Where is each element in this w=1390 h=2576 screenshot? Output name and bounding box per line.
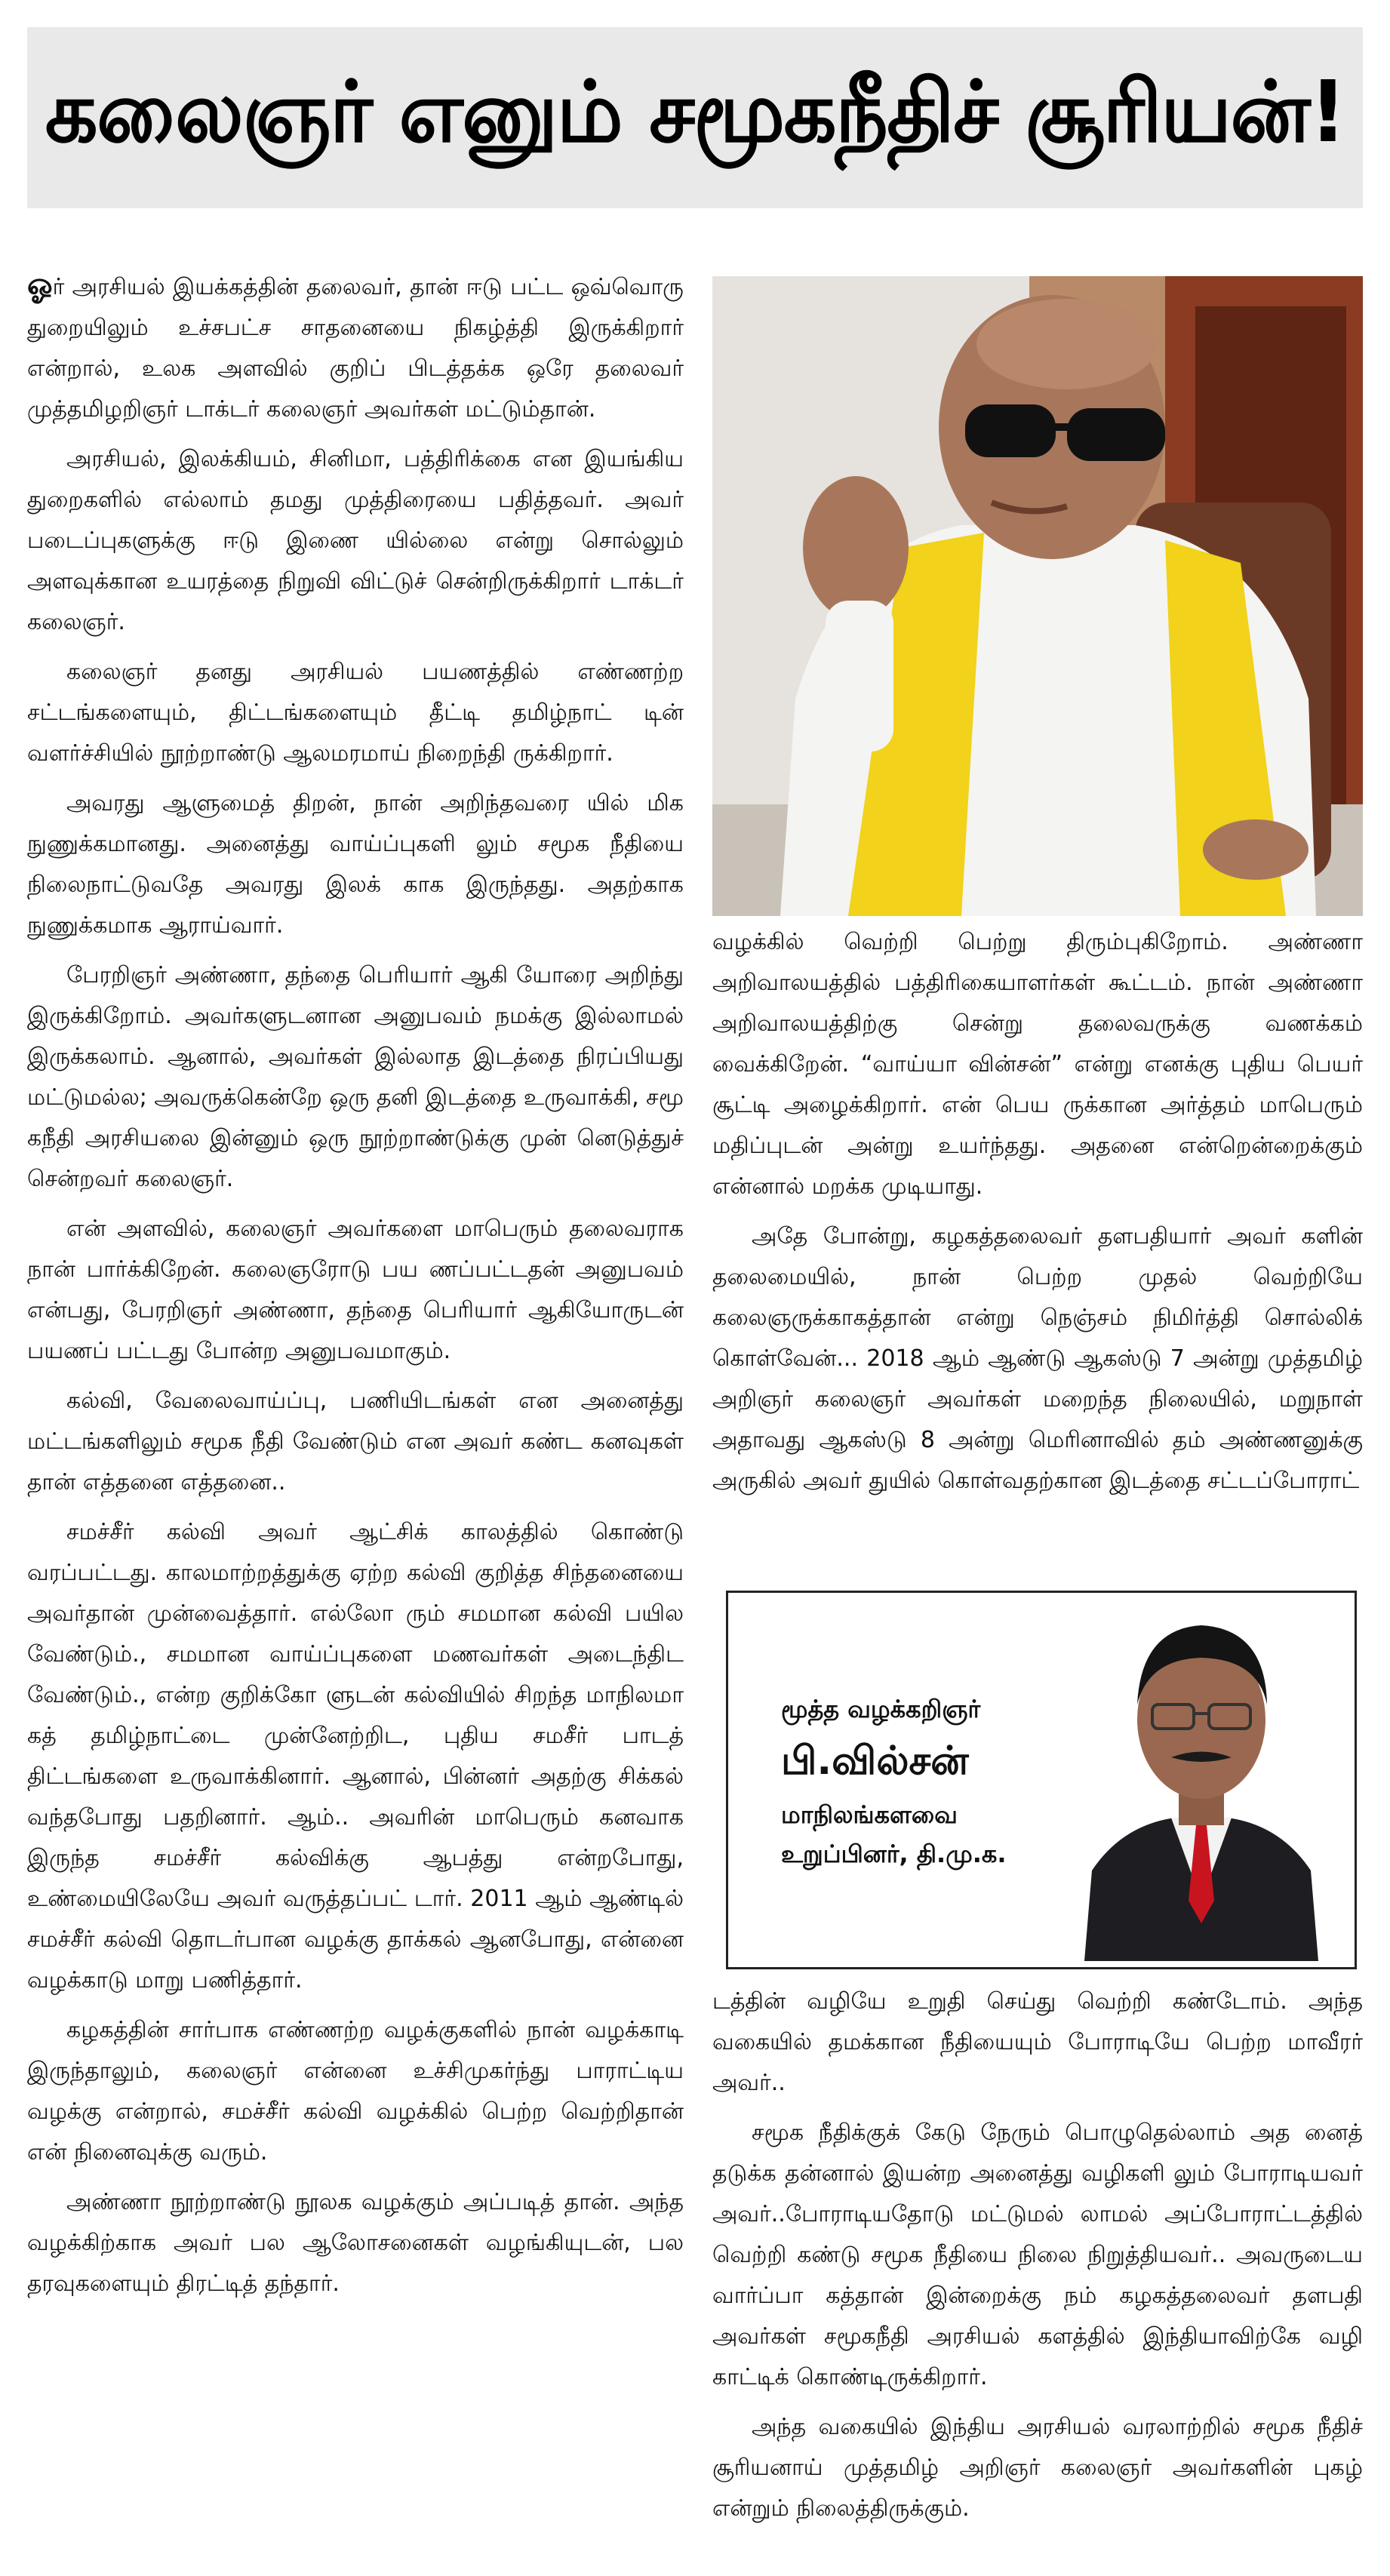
article-paragraph: அரசியல், இலக்கியம், சினிமா, பத்திரிக்கை என இயங்கிய துறைகளில் எல்லாம் தமது முத்திரையை பதித்தவர். அவர் படைப்புகளுக்கு ஈடு இணை யில்லை என்று சொல்லும் அளவுக்கான உயரத்தை நிறுவி விட்டுச் சென்றிருக்கிறார் டாக்டர் கலைஞர். [27, 446, 684, 635]
article-paragraph: பேரறிஞர் அண்ணா, தந்தை பெரியார் ஆகி யோரை அறிந்து இருக்கிறோம். அவர்களுடனான அனுபவம் நமக்கு இல்லாமல் இருக்கலாம். ஆனால், அவர்கள் இல்லாத இடத்தை நிரப்பியது மட்டுமல்ல; அவருக்கென்றே ஒரு தனி இடத்தை உருவாக்கி, சமூ கநீதி அரசியலை இன்னும் ஒரு நூற்றாண்டுக்கு முன் னெடுத்துச் சென்றவர் கலைஞர். [27, 962, 684, 1192]
article-paragraph: என் அளவில், கலைஞர் அவர்களை மாபெரும் தலைவராக நான் பார்க்கிறேன். கலைஞரோடு பய ணப்பட்டதன் அனுபவம் என்பது, பேரறிஞர் அண்ணா, தந்தை பெரியார் ஆகியோருடன் பயணப் பட்டது போன்ற அனுபவமாகும். [27, 1216, 684, 1364]
author-title: மூத்த வழக்கறிஞர் [781, 1695, 981, 1723]
author-portrait-illustration [1077, 1599, 1326, 1961]
article-paragraph: சமூக நீதிக்குக் கேடு நேரும் பொழுதெல்லாம் அத னைத் தடுக்க தன்னால் இயன்ற அனைத்து வழிகளி லும் போராடியவர் அவர்..போராடியதோடு மட்டுமல் லாமல் அப்போராட்டத்தில் வெற்றி கண்டு சமூக நீதியை நிலை நிறுத்தியவர்.. அவருடைய வார்ப்பா கத்தான் இன்றைக்கு நம் கழகத்தலைவர் தளபதி அவர்கள் சமூகநீதி அரசியல் களத்தில் இந்தியாவிற்கே வழி காட்டிக் கொண்டிருக்கிறார். [712, 2120, 1363, 2390]
article-paragraph: வழக்கில் வெற்றி பெற்று திரும்புகிறோம். அண்ணா அறிவாலயத்தில் பத்திரிகையாளர்கள் கூட்டம். நான் அண்ணா அறிவாலயத்திற்கு சென்று தலைவருக்கு வணக்கம் வைக்கிறேன். “வாய்யா வின்சன்” என்று எனக்கு புதிய பெயர் சூட்டி அழைக்கிறார். என் பெய ருக்கான அர்த்தம் மாபெரும் மதிப்புடன் அன்று உயர்ந்தது. அதனை என்றென்றைக்கும் என்னால் மறக்க முடியாது. [712, 929, 1363, 1200]
article-paragraph: கழகத்தின் சார்பாக எண்ணற்ற வழக்குகளில் நான் வழக்காடி இருந்தாலும், கலைஞர் என்னை உச்சிமுகர்ந்து பாராட்டிய வழக்கு என்றால், சமச்சீர் கல்வி வழக்கில் பெற்ற வெற்றிதான் என் நினைவுக்கு வரும். [27, 2017, 684, 2166]
article-paragraph: சமச்சீர் கல்வி அவர் ஆட்சிக் காலத்தில் கொண்டு வரப்பட்டது. காலமாற்றத்துக்கு ஏற்ற கல்வி குறித்த சிந்தனையை அவர்தான் முன்வைத்தார். எல்லோ ரும் சமமான கல்வி பயில வேண்டும்., சமமான வாய்ப்புகளை மணவர்கள் அடைந்திட வேண்டும்., என்ற குறிக்கோ ளுடன் கல்வியில் சிறந்த மாநிலமா கத் தமிழ்நாட்டை முன்னேற்றிட, புதிய சமசீர் பாடத் திட்டங்களை உருவாக்கினார். ஆனால், பின்னர் அதற்கு சிக்கல் வந்தபோது பதறினார். ஆம்.. அவரின் மாபெரும் கனவாக இருந்த சமச்சீர் கல்விக்கு ஆபத்து என்றபோது, உண்மையிலேயே அவர் வருத்தப்பட் டார். 2011 ஆம் ஆண்டில் சமச்சீர் கல்வி தொடர்பான வழக்கு தாக்கல் ஆனபோது, என்னை வழக்காடு மாறு பணித்தார். [27, 1519, 684, 1993]
article-paragraph: அதே போன்று, கழகத்தலைவர் தளபதியார் அவர் களின் தலைமையில், நான் பெற்ற முதல் வெற்றியே கலைஞருக்காகத்தான் என்று நெஞ்சம் நிமிர்த்தி சொல்லிக் கொள்வேன்... 2018 ஆம் ஆண்டு ஆகஸ்டு 7 அன்று முத்தமிழ் அறிஞர் கலைஞர் அவர்கள் மறைந்த நிலையில், மறுநாள் அதாவது ஆகஸ்டு 8 அன்று மெரினாவில் தம் அண்ணனுக்கு அருகில் அவர் துயில் கொள்வதற்கான இடத்தை சட்டப்போராட் [712, 1223, 1363, 1494]
article-right-column-top [712, 922, 1363, 1511]
author-photo [1077, 1599, 1326, 1961]
drop-cap: ஓ [27, 267, 53, 302]
article-paragraph: கல்வி, வேலைவாய்ப்பு, பணியிடங்கள் என அனைத்து மட்டங்களிலும் சமூக நீதி வேண்டும் என அவர் கண்ட கனவுகள் தான் எத்தனை எத்தனை.. [27, 1388, 684, 1495]
author-byline-box [726, 1591, 1357, 1969]
author-name: பி.வில்சன் [781, 1738, 969, 1784]
headline-banner [27, 27, 1363, 208]
leader-portrait-illustration [712, 276, 1363, 916]
article-right-column-bottom [712, 1981, 1363, 2538]
article-left-column [27, 264, 684, 2313]
article-paragraph: அவரது ஆளுமைத் திறன், நான் அறிந்தவரை யில் மிக நுணுக்கமானது. அனைத்து வாய்ப்புகளி லும் சமூக நீதியை நிலைநாட்டுவதே அவரது இலக் காக இருந்தது. அதற்காக நுணுக்கமாக ஆராய்வார். [27, 790, 684, 939]
author-role-line1: மாநிலங்களவை [781, 1800, 958, 1829]
article-paragraph: டத்தின் வழியே உறுதி செய்து வெற்றி கண்டோம். அந்த வகையில் தமக்கான நீதியையும் போராடியே பெற்ற மாவீரர் அவர்.. [712, 1988, 1363, 2096]
article-paragraph: அண்ணா நூற்றாண்டு நூலக வழக்கும் அப்படித் தான். அந்த வழக்கிற்காக அவர் பல ஆலோசனைகள் வழங்கியுடன், பல தரவுகளையும் திரட்டித் தந்தார். [27, 2189, 684, 2297]
article-paragraph: அந்த வகையில் இந்திய அரசியல் வரலாற்றில் சமூக நீதிச் சூரியனாய் முத்தமிழ் அறிஞர் கலைஞர் அவர்களின் புகழ் என்றும் நிலைத்திருக்கும். [712, 2414, 1363, 2522]
leader-photo [712, 276, 1363, 916]
author-role-line2: உறுப்பினர், தி.மு.க. [781, 1840, 1007, 1868]
article-paragraph: கலைஞர் தனது அரசியல் பயணத்தில் எண்ணற்ற சட்டங்களையும், திட்டங்களையும் தீட்டி தமிழ்நாட் டின் வளர்ச்சியில் நூற்றாண்டு ஆலமரமாய் நிறைந்தி ருக்கிறார். [27, 659, 684, 767]
article-paragraph: ஓர் அரசியல் இயக்கத்தின் தலைவர், தான் ஈடு பட்ட ஒவ்வொரு துறையிலும் உச்சபட்ச சாதனையை நிகழ்த்தி இருக்கிறார் என்றால், உலக அளவில் குறிப் பிடத்தக்க ஒரே தலைவர் முத்தமிழறிஞர் டாக்டர் கலைஞர் அவர்கள் மட்டும்தான். [27, 267, 684, 423]
headline: கலைஞர் எனும் சமூகநீதிச் சூரியன்! [45, 63, 1345, 161]
author-info [781, 1691, 1068, 1874]
